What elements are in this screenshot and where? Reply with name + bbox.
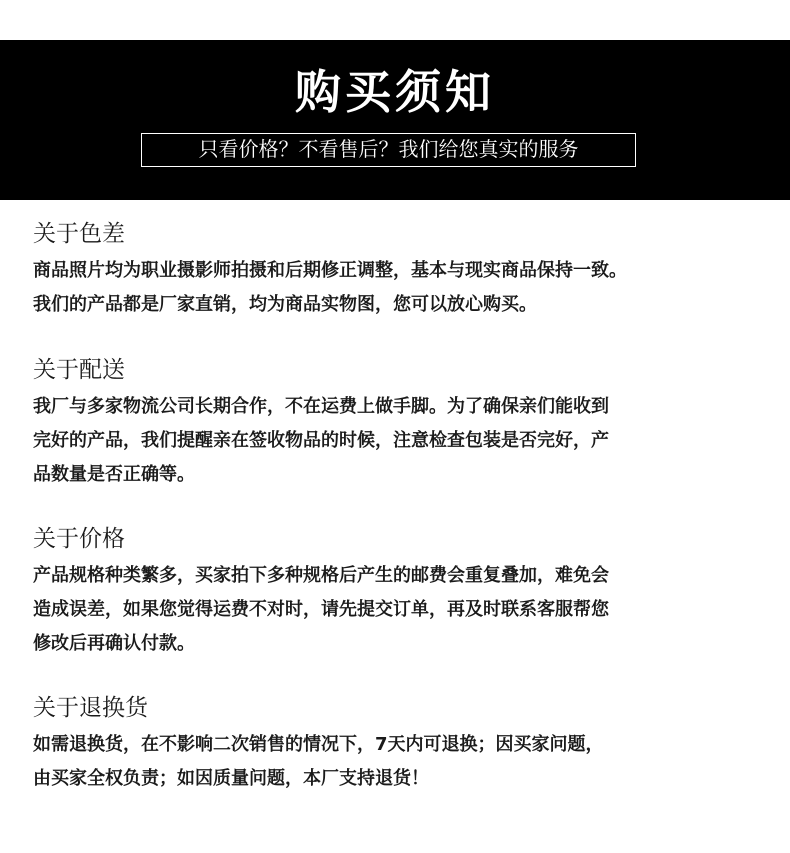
body-line: 如需退换货，在不影响二次销售的情况下，7天内可退换；因买家问题，: [33, 734, 604, 755]
section-delivery: [33, 354, 763, 492]
section-returns: [33, 692, 763, 796]
banner-subtitle-box: 只看价格？不看售后？我们给您真实的服务: [141, 133, 636, 167]
body-line: 完好的产品，我们提醒亲在签收物品的时候，注意检查包装是否完好，产: [33, 430, 609, 451]
section-body: [33, 728, 763, 796]
body-line: 修改后再确认付款。: [33, 633, 195, 654]
body-line: 我们的产品都是厂家直销，均为商品实物图，您可以放心购买。: [33, 294, 537, 315]
section-body: [33, 390, 763, 492]
body-line: 由买家全权负责；如因质量问题，本厂支持退货！: [33, 768, 429, 789]
section-body: [33, 254, 763, 322]
top-spacer: [0, 0, 790, 40]
section-heading: 关于色差: [33, 221, 125, 247]
body-line: 品数量是否正确等。: [33, 464, 195, 485]
section-heading: 关于配送: [33, 357, 125, 383]
body-line: 我厂与多家物流公司长期合作，不在运费上做手脚。为了确保亲们能收到: [33, 396, 609, 417]
section-heading: 关于退换货: [33, 695, 148, 721]
body-line: 产品规格种类繁多，买家拍下多种规格后产生的邮费会重复叠加，难免会: [33, 565, 609, 586]
section-price: [33, 523, 763, 661]
section-heading: 关于价格: [33, 526, 125, 552]
section-color-difference: [33, 218, 763, 322]
page-title: 购买须知: [295, 65, 495, 119]
section-body: [33, 559, 763, 661]
body-line: 造成误差，如果您觉得运费不对时，请先提交订单，再及时联系客服帮您: [33, 599, 609, 620]
body-line: 商品照片均为职业摄影师拍摄和后期修正调整，基本与现实商品保持一致。: [33, 260, 627, 281]
